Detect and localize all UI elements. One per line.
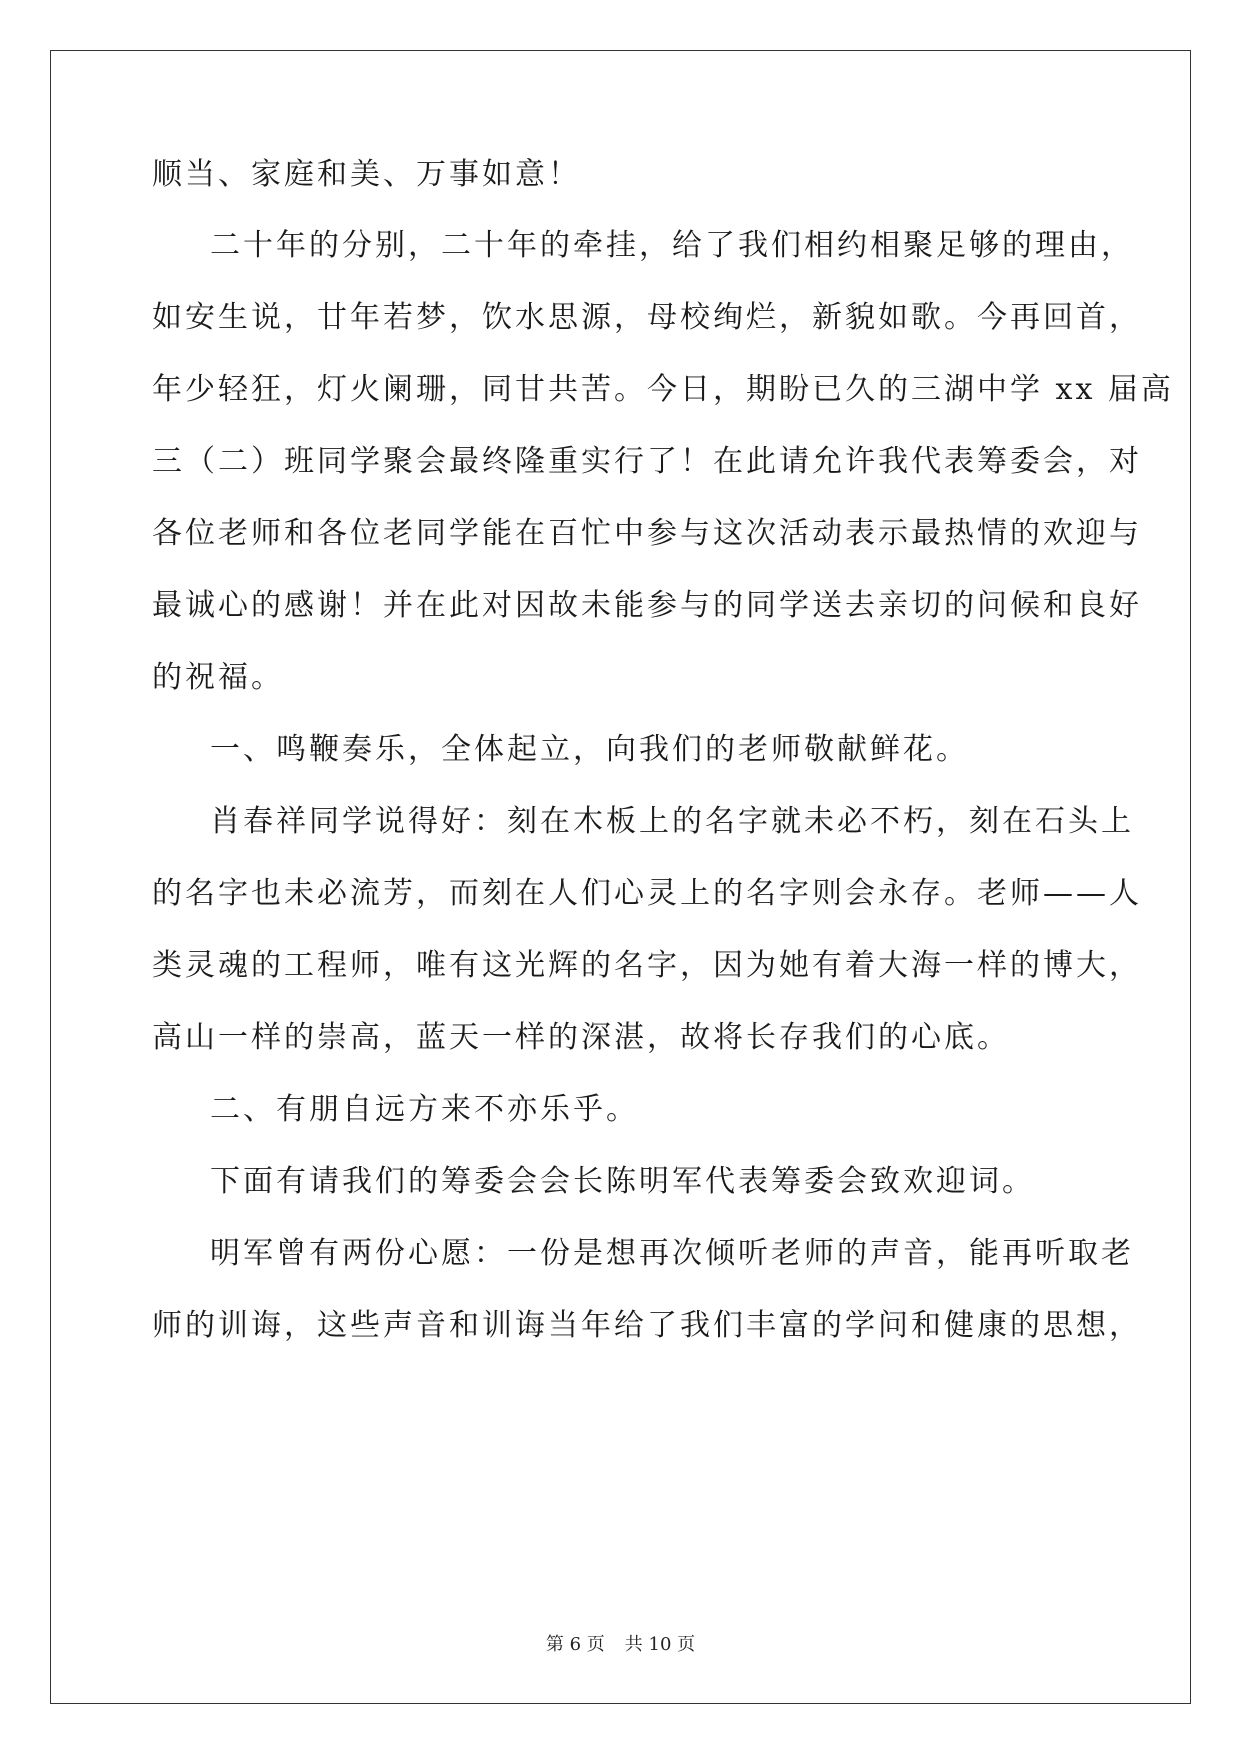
paragraph-start-line: 明军曾有两份心愿：一份是想再次倾听老师的声音，能再听取老 [210,1236,1134,1271]
text-line: 类灵魂的工程师，唯有这光辉的名字，因为她有着大海一样的博大， [152,948,1142,983]
text-line: 高山一样的崇高，蓝天一样的深湛，故将长存我们的心底。 [152,1020,1010,1055]
paragraph-start-line: 下面有请我们的筹委会会长陈明军代表筹委会致欢迎词。 [210,1164,1035,1199]
text-line: 最诚心的感谢！并在此对因故未能参与的同学送去亲切的问候和良好 [152,588,1142,623]
text-line: 顺当、家庭和美、万事如意！ [152,157,581,192]
text-line: 各位老师和各位老同学能在百忙中参与这次活动表示最热情的欢迎与 [152,516,1142,551]
text-line: 年少轻狂，灯火阑珊，同甘共苦。今日，期盼已久的三湖中学 xx 届高 [152,372,1174,407]
text-line: 的祝福。 [152,660,284,695]
paragraph-start-line: 肖春祥同学说得好：刻在木板上的名字就未必不朽，刻在石头上 [210,804,1134,839]
text-line: 如安生说，廿年若梦，饮水思源，母校绚烂，新貌如歌。今再回首， [152,300,1142,335]
text-line: 三（二）班同学聚会最终隆重实行了！在此请允许我代表筹委会，对 [152,444,1142,479]
text-line: 师的训诲，这些声音和训诲当年给了我们丰富的学问和健康的思想， [152,1308,1142,1343]
text-line: 的名字也未必流芳，而刻在人们心灵上的名字则会永存。老师——人 [152,876,1142,911]
section-heading: 二、有朋自远方来不亦乐乎。 [210,1092,639,1127]
section-heading: 一、鸣鞭奏乐，全体起立，向我们的老师敬献鲜花。 [210,732,969,767]
page-footer [0,1630,1241,1656]
paragraph-start-line: 二十年的分别，二十年的牵挂，给了我们相约相聚足够的理由， [210,228,1134,263]
page-number: 第 6 页 [545,1634,605,1655]
page-total: 共 10 页 [624,1634,696,1655]
